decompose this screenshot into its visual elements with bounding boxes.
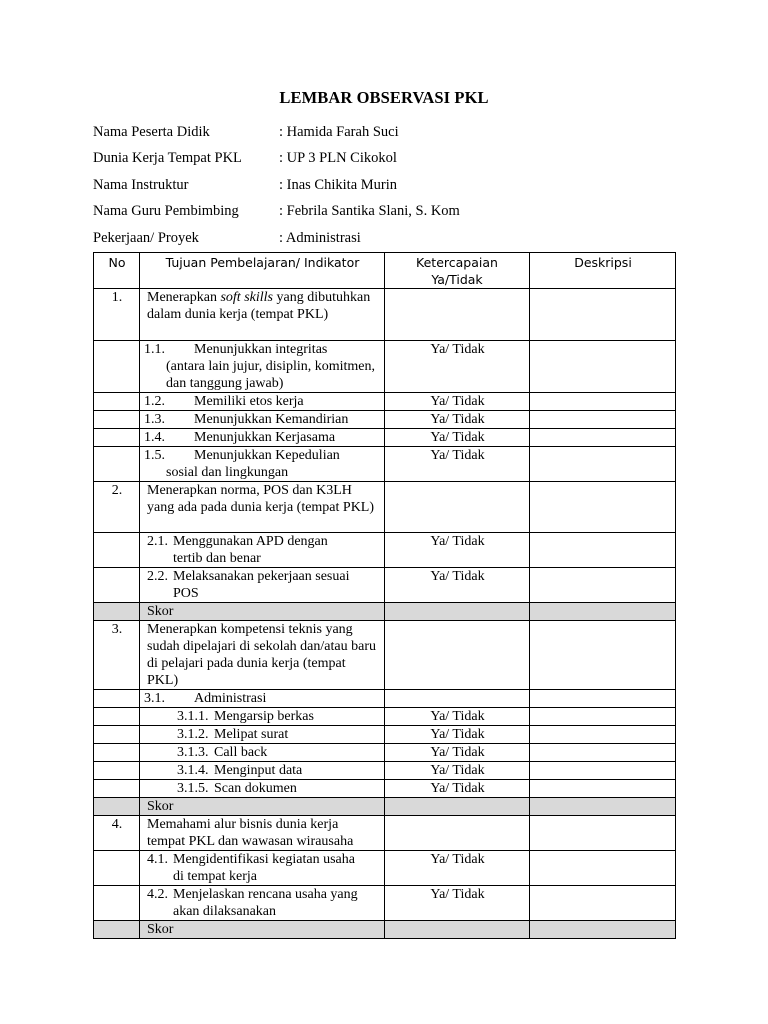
- indicator: 2.1. Menggunakan APD dengan tertib dan benar: [140, 533, 385, 568]
- indicator: 1.3. Menunjukkan Kemandirian: [140, 411, 385, 429]
- info-label: Nama Peserta Didik: [93, 123, 210, 140]
- score-row: [94, 603, 676, 621]
- ya-tidak: Ya/ Tidak: [385, 780, 530, 798]
- no-cell: [94, 886, 140, 921]
- observation-table: [93, 252, 676, 939]
- indicator: 3.1.1. Mengarsip berkas: [140, 708, 385, 726]
- ya-tidak: Ya/ Tidak: [385, 533, 530, 568]
- deskripsi-cell: [530, 690, 676, 708]
- no-cell: [94, 411, 140, 429]
- header-deskripsi: Deskripsi: [530, 253, 676, 289]
- section-goal: Menerapkan norma, POS dan K3LH yang ada pada dunia kerja (tempat PKL): [140, 482, 385, 533]
- header-ketercapaian: Ketercapaian Ya/Tidak: [385, 253, 530, 289]
- indicator: 1.2. Memiliki etos kerja: [140, 393, 385, 411]
- page-title: LEMBAR OBSERVASI PKL: [279, 88, 489, 107]
- table-row: [94, 533, 676, 568]
- info-label: Nama Instruktur: [93, 176, 189, 193]
- ya-tidak: Ya/ Tidak: [385, 411, 530, 429]
- table-row: [94, 341, 676, 393]
- ya-tidak: Ya/ Tidak: [385, 886, 530, 921]
- score-value: [385, 603, 530, 621]
- indicator: 2.2. Melaksanakan pekerjaan sesuai POS: [140, 568, 385, 603]
- deskripsi-cell: [530, 816, 676, 851]
- table-row: [94, 568, 676, 603]
- deskripsi-cell: [530, 341, 676, 393]
- table-row: [94, 726, 676, 744]
- no-cell: [94, 447, 140, 482]
- score-label: Skor: [140, 798, 385, 816]
- deskripsi-cell: [530, 621, 676, 690]
- table-row: [94, 690, 676, 708]
- indicator: 3.1.5. Scan dokumen: [140, 780, 385, 798]
- no-cell: [94, 780, 140, 798]
- table-row: [94, 429, 676, 447]
- table-row: [94, 708, 676, 726]
- table-row: [94, 393, 676, 411]
- info-row-teacher: [93, 199, 460, 226]
- deskripsi-cell: [530, 393, 676, 411]
- deskripsi-cell: [530, 744, 676, 762]
- table-row: [94, 886, 676, 921]
- no-cell: [94, 429, 140, 447]
- section-number: 3.: [94, 621, 140, 690]
- no-cell: [94, 798, 140, 816]
- header-no: No: [94, 253, 140, 289]
- ya-tidak: Ya/ Tidak: [385, 393, 530, 411]
- ya-tidak: Ya/ Tidak: [385, 429, 530, 447]
- indicator: 1.1. Menunjukkan integritas (antara lain jujur, disiplin, komitmen, dan tanggung jawab): [140, 341, 385, 393]
- deskripsi-cell: [530, 886, 676, 921]
- table-row: [94, 411, 676, 429]
- table-row: [94, 289, 676, 341]
- deskripsi-cell: [530, 411, 676, 429]
- info-value: : Febrila Santika Slani, S. Kom: [279, 203, 460, 220]
- ketercapaian-cell: [385, 690, 530, 708]
- table-row: [94, 762, 676, 780]
- ya-tidak: Ya/ Tidak: [385, 341, 530, 393]
- ketercapaian-cell: [385, 621, 530, 690]
- section-goal: Menerapkan soft skills yang dibutuhkan dalam dunia kerja (tempat PKL): [140, 289, 385, 341]
- no-cell: [94, 921, 140, 939]
- indicator: 4.2. Menjelaskan rencana usaha yang akan dilaksanakan: [140, 886, 385, 921]
- info-value: : Hamida Farah Suci: [279, 123, 399, 140]
- no-cell: [94, 762, 140, 780]
- no-cell: [94, 603, 140, 621]
- table-row: [94, 482, 676, 533]
- table-row: [94, 816, 676, 851]
- no-cell: [94, 726, 140, 744]
- ya-tidak: Ya/ Tidak: [385, 851, 530, 886]
- ketercapaian-cell: [385, 816, 530, 851]
- section-goal: Menerapkan kompetensi teknis yang sudah dipelajari di sekolah dan/atau baru di pelajari pada dunia kerja (tempat PKL): [140, 621, 385, 690]
- score-value: [385, 921, 530, 939]
- deskripsi-cell: [530, 482, 676, 533]
- indicator: 1.5. Menunjukkan Kepedulian sosial dan lingkungan: [140, 447, 385, 482]
- score-label: Skor: [140, 921, 385, 939]
- deskripsi-cell: [530, 568, 676, 603]
- ya-tidak: Ya/ Tidak: [385, 762, 530, 780]
- deskripsi-cell: [530, 289, 676, 341]
- table-row: [94, 851, 676, 886]
- indicator: 4.1. Mengidentifikasi kegiatan usaha di tempat kerja: [140, 851, 385, 886]
- no-cell: [94, 341, 140, 393]
- deskripsi-cell: [530, 708, 676, 726]
- table-row: [94, 744, 676, 762]
- score-label: Skor: [140, 603, 385, 621]
- indicator: 3.1.2. Melipat surat: [140, 726, 385, 744]
- no-cell: [94, 533, 140, 568]
- deskripsi-cell: [530, 762, 676, 780]
- indicator: 3.1.4. Menginput data: [140, 762, 385, 780]
- no-cell: [94, 744, 140, 762]
- indicator: 3.1.3. Call back: [140, 744, 385, 762]
- info-label: Nama Guru Pembimbing: [93, 203, 239, 220]
- info-value: : Inas Chikita Murin: [279, 176, 398, 193]
- info-row-project: [93, 225, 460, 252]
- table-row: [94, 621, 676, 690]
- info-label: Dunia Kerja Tempat PKL: [93, 150, 242, 167]
- indicator: 1.4. Menunjukkan Kerjasama: [140, 429, 385, 447]
- ketercapaian-cell: [385, 289, 530, 341]
- ketercapaian-cell: [385, 482, 530, 533]
- ya-tidak: Ya/ Tidak: [385, 708, 530, 726]
- info-row-workplace: [93, 146, 460, 173]
- deskripsi-cell: [530, 726, 676, 744]
- score-value: [385, 798, 530, 816]
- section-number: 4.: [94, 816, 140, 851]
- table-row: [94, 447, 676, 482]
- info-value: : Administrasi: [279, 229, 361, 246]
- section-number: 2.: [94, 482, 140, 533]
- no-cell: [94, 393, 140, 411]
- header-tujuan: Tujuan Pembelajaran/ Indikator: [140, 253, 385, 289]
- deskripsi-cell: [530, 603, 676, 621]
- deskripsi-cell: [530, 780, 676, 798]
- info-row-student: [93, 119, 460, 146]
- score-row: [94, 798, 676, 816]
- info-row-instructor: [93, 172, 460, 199]
- no-cell: [94, 568, 140, 603]
- deskripsi-cell: [530, 798, 676, 816]
- info-value: : UP 3 PLN Cikokol: [279, 150, 397, 167]
- ya-tidak: Ya/ Tidak: [385, 744, 530, 762]
- ya-tidak: Ya/ Tidak: [385, 726, 530, 744]
- subsection: 3.1. Administrasi: [140, 690, 385, 708]
- deskripsi-cell: [530, 533, 676, 568]
- info-label: Pekerjaan/ Proyek: [93, 229, 199, 246]
- no-cell: [94, 690, 140, 708]
- section-number: 1.: [94, 289, 140, 341]
- ya-tidak: Ya/ Tidak: [385, 447, 530, 482]
- no-cell: [94, 708, 140, 726]
- no-cell: [94, 851, 140, 886]
- section-goal: Memahami alur bisnis dunia kerja tempat PKL dan wawasan wirausaha: [140, 816, 385, 851]
- deskripsi-cell: [530, 447, 676, 482]
- deskripsi-cell: [530, 429, 676, 447]
- ya-tidak: Ya/ Tidak: [385, 568, 530, 603]
- table-header-row: [94, 253, 676, 289]
- student-info: [93, 119, 460, 252]
- deskripsi-cell: [530, 851, 676, 886]
- deskripsi-cell: [530, 921, 676, 939]
- table-row: [94, 780, 676, 798]
- score-row: [94, 921, 676, 939]
